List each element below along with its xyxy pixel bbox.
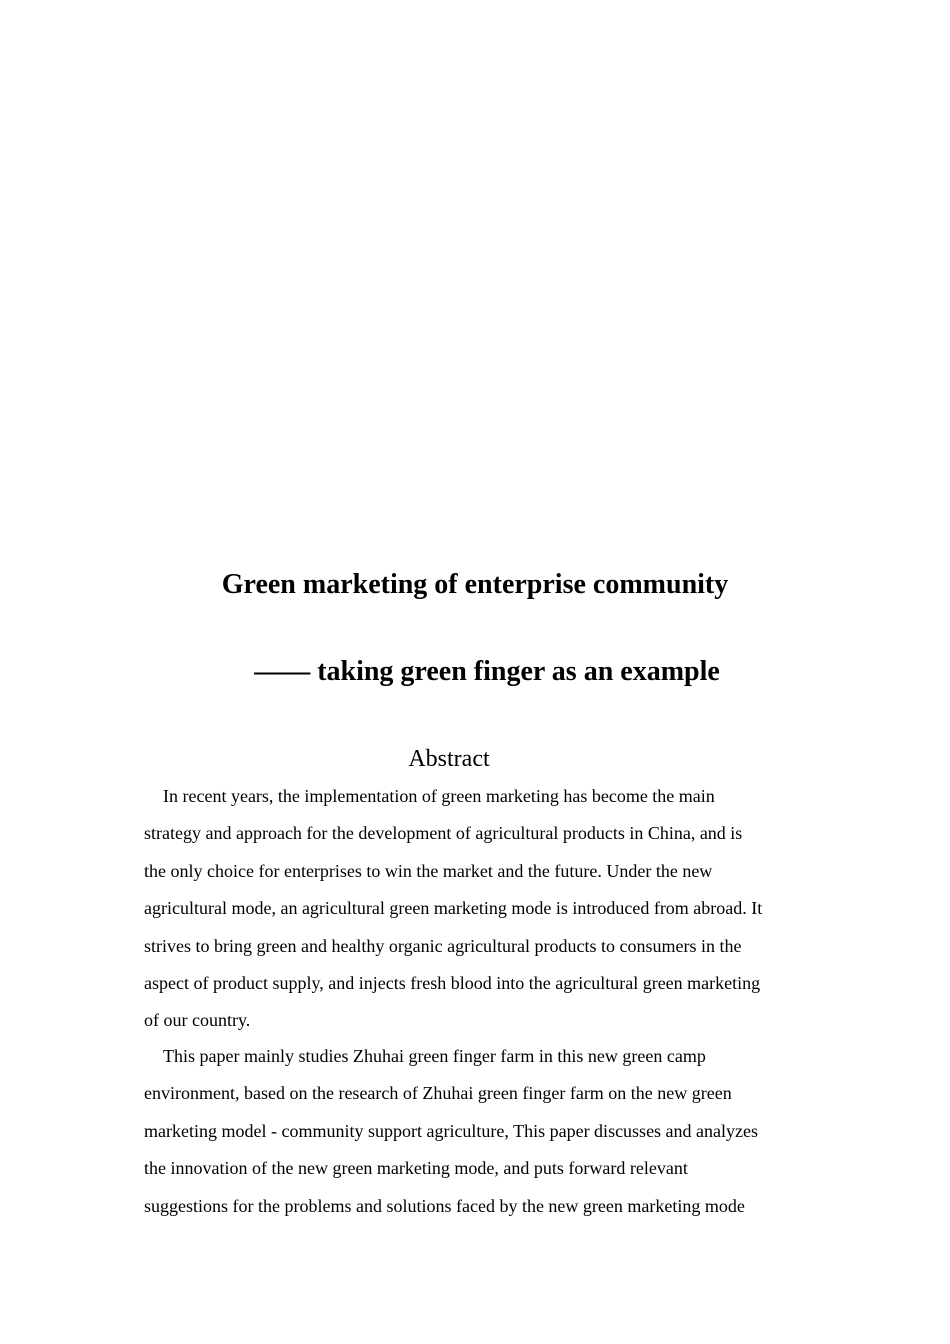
document-title: Green marketing of enterprise community — [221, 569, 729, 600]
abstract-paragraph-1 — [144, 778, 806, 1040]
abstract-heading: Abstract — [408, 746, 490, 772]
paragraph-line: This paper mainly studies Zhuhai green finger farm in this new green camp — [163, 1046, 706, 1066]
paragraph-line: of our country. — [144, 1010, 251, 1031]
paragraph-line: the innovation of the new green marketing mode, and puts forward relevant — [144, 1158, 688, 1179]
abstract-paragraph-2 — [144, 1038, 806, 1225]
paragraph-line: In recent years, the implementation of green marketing has become the main — [163, 786, 715, 806]
paragraph-line: strategy and approach for the development of agricultural products in China, and is — [144, 823, 743, 844]
paragraph-line: environment, based on the research of Zhuhai green finger farm on the new green — [144, 1083, 732, 1104]
paragraph-line: suggestions for the problems and solutions faced by the new green marketing mode — [144, 1195, 745, 1216]
paragraph-line: marketing model - community support agriculture, This paper discusses and analyzes — [144, 1120, 759, 1141]
paragraph-line: the only choice for enterprises to win the market and the future. Under the new — [144, 860, 713, 881]
paragraph-line: aspect of product supply, and injects fresh blood into the agricultural green marketing — [144, 973, 761, 994]
paragraph-line: agricultural mode, an agricultural green marketing mode is introduced from abroad. It — [144, 898, 763, 919]
paragraph-line: strives to bring green and healthy organic agricultural products to consumers in the — [144, 935, 742, 956]
document-subtitle: —— taking green finger as an example — [254, 656, 720, 687]
